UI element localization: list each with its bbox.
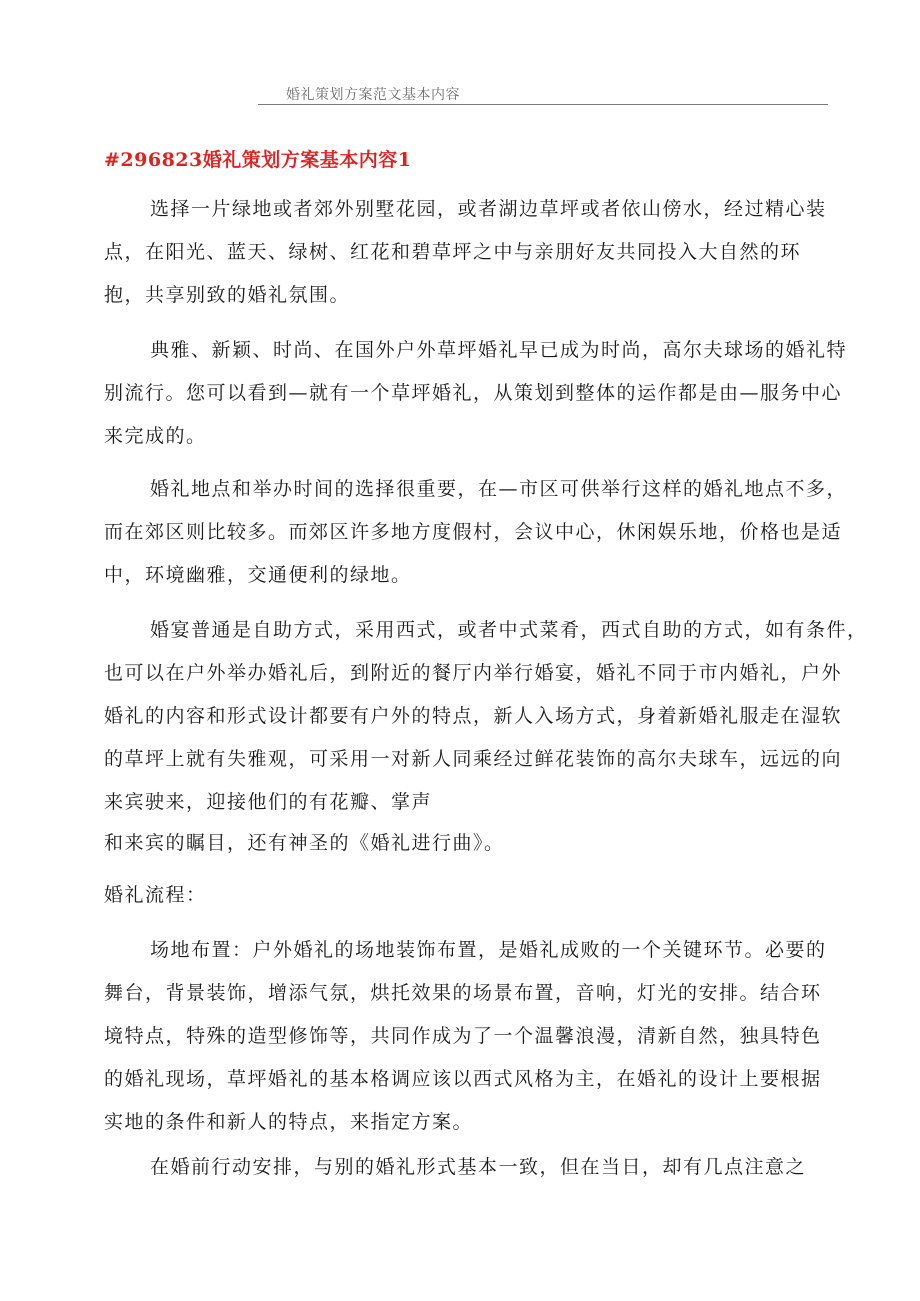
paragraph-2-line-2: 别流行。您可以看到—就有一个草坪婚礼，从策划到整体的运作都是由—服务中心: [104, 382, 843, 404]
header-divider: [258, 104, 828, 105]
paragraph-4-line-3: 婚礼的内容和形式设计都要有户外的特点，新人入场方式，身着新婚礼服走在湿软: [104, 705, 843, 727]
paragraph-4-line-1: 婚宴普通是自助方式，采用西式，或者中式菜肴，西式自助的方式，如有条件，: [150, 619, 868, 641]
paragraph-1-line-3: 抱，共享别致的婚礼氛围。: [104, 284, 351, 306]
paragraph-5-line-4: 的婚礼现场，草坪婚礼的基本格调应该以西式风格为主，在婚礼的设计上要根据: [104, 1068, 822, 1090]
paragraph-1-line-1: 选择一片绿地或者郊外别墅花园，或者湖边草坪或者依山傍水，经过精心装: [150, 198, 827, 220]
paragraph-3-line-1: 婚礼地点和举办时间的选择很重要，在—市区可供举行这样的婚礼地点不多，: [150, 478, 848, 500]
paragraph-6-line-1: 在婚前行动安排，与别的婚礼形式基本一致，但在当日，却有几点注意之: [150, 1156, 807, 1178]
paragraph-5-line-2: 舞台，背景装饰，增添气氛，烘托效果的场景布置，音响，灯光的安排。结合环: [104, 982, 822, 1004]
document-title: #296823婚礼策划方案基本内容1: [104, 149, 412, 171]
paragraph-3-line-2: 而在郊区则比较多。而郊区许多地方度假村，会议中心，休闲娱乐地，价格也是适: [104, 521, 843, 543]
paragraph-5-line-3: 境特点，特殊的造型修饰等，共同作成为了一个温馨浪漫，清新自然，独具特色: [104, 1025, 822, 1047]
section-heading: 婚礼流程：: [104, 884, 207, 906]
paragraph-3-line-3: 中，环境幽雅，交通便利的绿地。: [104, 564, 412, 586]
paragraph-4-line-6: 和来宾的瞩目，还有神圣的《婚礼进行曲》。: [104, 832, 505, 854]
paragraph-5-line-1: 场地布置：户外婚礼的场地装饰布置，是婚礼成败的一个关键环节。必要的: [150, 939, 827, 961]
paragraph-4-line-2: 也可以在户外举办婚礼后，到附近的餐厅内举行婚宴，婚礼不同于市内婚礼，户外: [104, 662, 843, 684]
paragraph-2-line-1: 典雅、新颖、时尚、在国外户外草坪婚礼早已成为时尚，高尔夫球场的婚礼特: [150, 339, 848, 361]
paragraph-4-line-4: 的草坪上就有失雅观，可采用一对新人同乘经过鲜花装饰的高尔夫球车，远远的向: [104, 748, 843, 770]
paragraph-1-line-2: 点，在阳光、蓝天、绿树、红花和碧草坪之中与亲朋好友共同投入大自然的环: [104, 241, 802, 263]
running-header: 婚礼策划方案范文基本内容: [286, 87, 460, 103]
paragraph-2-line-3: 来完成的。: [104, 425, 207, 447]
paragraph-5-line-5: 实地的条件和新人的特点，来指定方案。: [104, 1111, 474, 1133]
paragraph-4-line-5: 来宾驶来，迎接他们的有花瓣、掌声: [104, 791, 433, 813]
